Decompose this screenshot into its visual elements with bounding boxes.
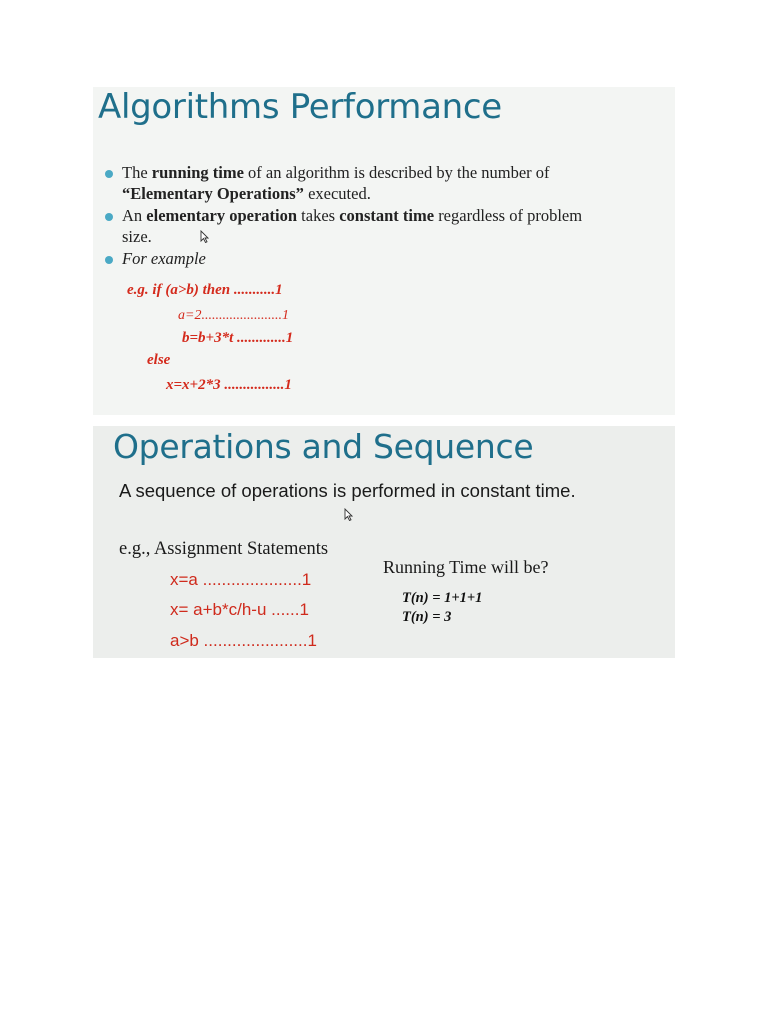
running-time-question: Running Time will be? [383,557,549,577]
bullet-dot [105,256,113,264]
text-fragment-bold: running time [151,163,244,182]
slide1-title: Algorithms Performance [98,87,502,127]
text-fragment: of an algorithm is described by the number of [243,163,550,182]
mouse-pointer-icon [200,230,209,243]
text-fragment-bold: “Elementary Operations” [122,184,304,203]
statement-1: x=a .....................1 [170,570,312,589]
text-fragment: The [122,163,152,182]
code-line-b-assign: b=b+3*t .............1 [182,330,294,346]
bullet1-line2 [122,183,371,204]
code-line-if: e.g. if (a>b) then ...........1 [127,282,283,298]
bullet2-line1 [122,205,582,226]
text-fragment: executed. [303,184,371,203]
bullet2-line2: size. [122,227,152,246]
code-line-else: else [147,352,171,368]
bullet1-line1 [122,162,550,183]
slide2-title: Operations and Sequence [113,427,534,466]
code-line-x-assign: x=x+2*3 ................1 [166,377,292,393]
code-line-a-assign: a=2.......................1 [178,308,289,323]
statement-2: x= a+b*c/h-u ......1 [170,600,309,619]
slide-operations-and-sequence [93,426,675,658]
eg-label: e.g., Assignment Statements [119,539,329,559]
slide2-subtitle: A sequence of operations is performed in constant time. [119,480,576,501]
bullet3-text [122,248,206,269]
mouse-pointer-icon [344,508,353,521]
slide-algorithms-performance [93,87,675,415]
tn-sum: T(n) = 1+1+1 [402,590,483,606]
text-fragment-bold: elementary operation [146,206,298,225]
tn-result: T(n) = 3 [402,609,452,625]
bullet-dot [105,213,113,221]
statement-3: a>b ......................1 [170,631,317,650]
text-fragment: regardless of problem [434,206,583,225]
text-fragment: An [122,206,147,225]
text-fragment-bold: constant time [339,206,435,225]
text-fragment: takes [297,206,340,225]
text-fragment-italic: For example [122,249,206,268]
bullet-dot [105,170,113,178]
